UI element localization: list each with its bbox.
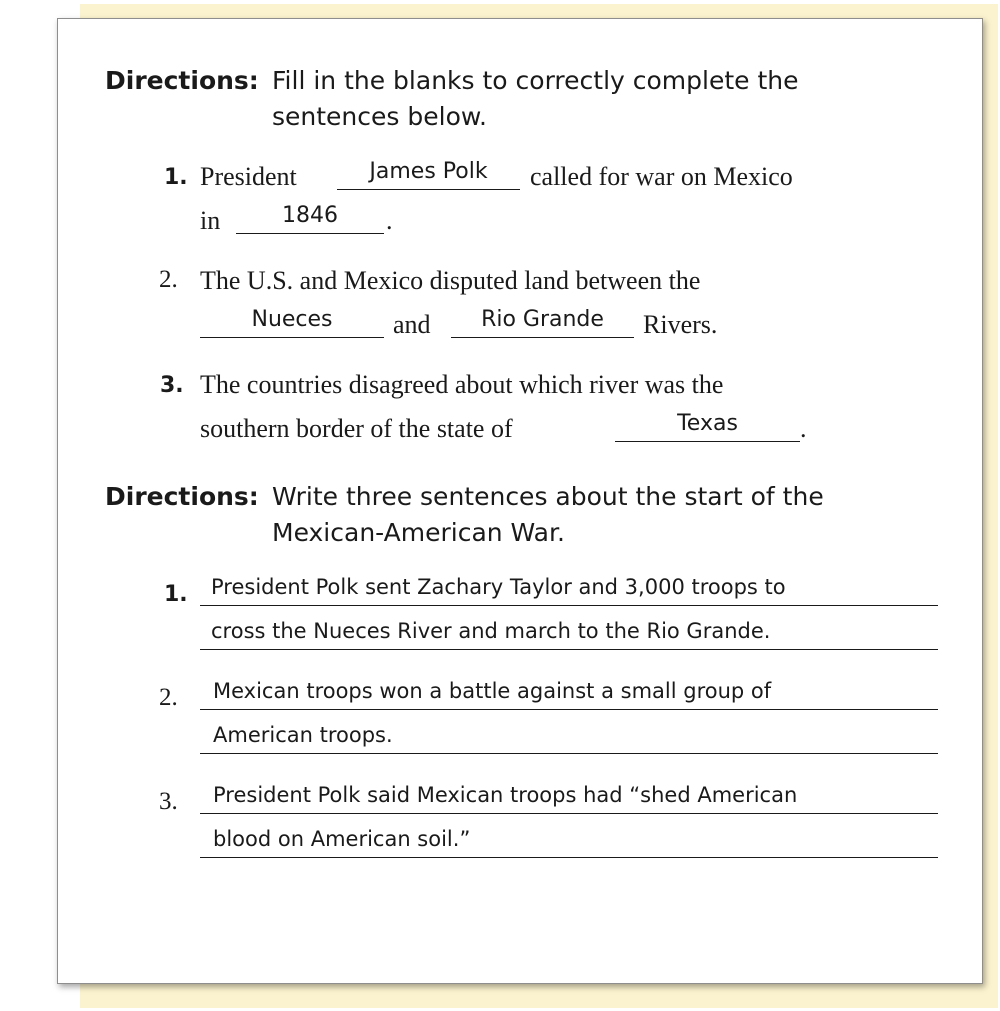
answer-blank[interactable]: James Polk [337, 161, 520, 190]
sentence-text: . [386, 206, 393, 235]
question-number: 1. [164, 165, 188, 190]
sentence-text: southern border of the state of [200, 414, 513, 443]
sentence-text: President [200, 162, 297, 191]
answer-line[interactable]: President Polk sent Zachary Taylor and 3,000 troops to [200, 576, 938, 606]
question-number: 2. [159, 266, 178, 293]
sentence-text: The U.S. and Mexico disputed land between the [200, 266, 701, 295]
question-number: 2. [159, 684, 178, 711]
answer-blank[interactable]: Nueces [200, 309, 384, 338]
directions-write [105, 479, 892, 551]
answer-blank[interactable]: 1846 [236, 205, 384, 234]
sentence-text: called for war on Mexico [530, 162, 793, 191]
sentence-text: Rivers. [643, 310, 718, 339]
answer-line[interactable]: blood on American soil.” [200, 828, 938, 858]
answer-line[interactable]: cross the Nueces River and march to the Rio Grande. [200, 620, 938, 650]
directions-text: Fill in the blanks to correctly complete the sentences below. [272, 66, 799, 131]
question-number: 3. [159, 788, 178, 815]
answer-blank[interactable]: Rio Grande [451, 309, 634, 338]
directions-label: Directions: [105, 66, 259, 95]
answer-line[interactable]: President Polk said Mexican troops had “shed American [200, 784, 938, 814]
question-number: 3. [160, 373, 184, 398]
question-number: 1. [164, 582, 188, 607]
directions-text: Write three sentences about the start of the Mexican-American War. [272, 482, 824, 547]
sentence-text: The countries disagreed about which river was the [200, 370, 724, 399]
answer-line[interactable]: American troops. [200, 724, 938, 754]
answer-line[interactable]: Mexican troops won a battle against a small group of [200, 680, 938, 710]
directions-fill-in [105, 63, 892, 135]
answer-blank[interactable]: Texas [615, 413, 800, 442]
sentence-text: in [200, 206, 221, 235]
sentence-text: . [800, 414, 807, 443]
directions-label: Directions: [105, 482, 259, 511]
sentence-text: and [393, 310, 431, 339]
